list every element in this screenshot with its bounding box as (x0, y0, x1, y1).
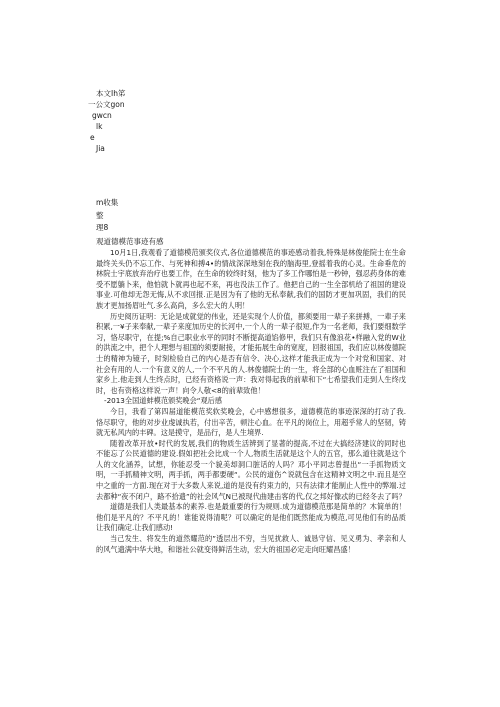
header-line: Jia (96, 144, 105, 153)
header-line: 本文Ih笫 (96, 89, 126, 98)
header-line: lk (96, 122, 103, 131)
header-line: gwcn (92, 111, 112, 120)
header-line: 一公文gon (88, 100, 125, 109)
paragraph: 随着改革开放•时代的发展,我们的物质生活辨到了显著的提高,不过在大搞经济建议的同时也不能忘了公民道德的建设.假如把社会比成一个人,物质生活就是这个人的五官，那么道往就是这个人的文化涵养，试想，你能忍受一个貌美却洞口脏话的人吗？邓小平同志曾提出“一手抓物质文明，一手抓精神文明，两手抓，两手都要硬“。公民的道伤^说就包含在这精神文明之中.而且是空中之重的一方面.现在对于大多数人来说,道的是没有约束力的，只有法律才能制止人性中的弊端.过去都种“夜不闭户，路不拾遗”的社会风气N已被现代曲建击客的代,仅之邦好像忒的已经冬去了吗？ (96, 438, 406, 501)
paragraph: 今日，我看了第四届道能模范奖软奖晚会，心中感想很多，道德模范的事迹深深的打动了我.恪尽职守，他的对步业虔诚执若，付出辛苦，顿注心血。在平凡的岗位上，用超乎常人的坚韧，铸就无私风内的丰碑。这是摸守，是品行，是人生境界. (96, 406, 406, 438)
paragraph: 道德是我们人类最基本的素养.也是最重要的行为规则.成为道德模范那是简单的？木简单的！他们是平凡的？不平凡的！谁能说得清呢？可以确定的是他们既然能成为模范,可见他们有的品质让我们确定.让我们感动! (96, 502, 406, 533)
document-body (96, 248, 406, 555)
collection-line: m收集 (96, 198, 119, 207)
paragraph: 10月1日,我观看了道德模范颁奖仪式,各位道德模范的事迹感动着我,特殊是林俊能院士在生命最终关头仍不忘工作、与死神和搏4•的情战深深地刻在我的脑海里,登摇着我的心灵。生命垂危的林院士宇底放弃治疗也要工作，在生命的较终时刻，他为了多工作哪怕是一秒钟，强忍药身体的难受不愿躺卜来，他怕就卜就再也起不来，再也没法工作了。他把自己的一生全部机给了祖国的建设事业.可他却无怨无悔,从不求回报.正是因为有了他的无私奉献,我们的国防才更加巩固，我们的民族才更加扬眉吐气.多么高尚，多么宏大的人明！ (96, 248, 406, 310)
collection-line: 整 (96, 211, 104, 220)
paragraph: 历史阅历证明：无论是成就觉的伟业，还是实现个人价值，都须要用一辈子来拼搏，一辈子来积累,一¥子来奉献,一辈子来度加历史的长河中,一个人的一辈子很短,作为一名老师，我们要细数学习，恪尽职守，在提;%自己职业水平的同时不断提高道馅修甲，我们只有像浪花•样融入党的W业的洪流之中，把个人理想与祖国的须要耐接，才能拓展生命的宽度，回报祖国，我们应以林俊德院士的精神为镜子，时刻检验自己的内心是否有信令、决心,这样才能我正成为一个对党和国家、对社会有用的人.一个有意义的人,一个不平凡的人.林俊德院士的一生，将全部的心血赃注在了祖国和家乡上.他走到人生终点时，已经有资格说一声：我对得起我的前辈和下“七希望我们走到人生终戊时，也有资格这样说一声！向令人敬<8的前辈致他！ (96, 311, 406, 395)
document-title: 观道德模范事迹有感 (96, 237, 164, 246)
subheading: -2013全国道蚌模范颁奖晚会“观后感 (104, 396, 223, 406)
paragraph: 当己发生、将发生的道然耀范的”透层出不穷，当见扰救人、诚恳守信、见义勇为、孝亲和人的风气遗满中华大地，和谐社公就变得鲜活生动，宏大的祖国必定走向旺耀昌盛！ (96, 534, 406, 554)
collection-line: 理8 (96, 223, 109, 232)
header-line: e (90, 133, 95, 142)
